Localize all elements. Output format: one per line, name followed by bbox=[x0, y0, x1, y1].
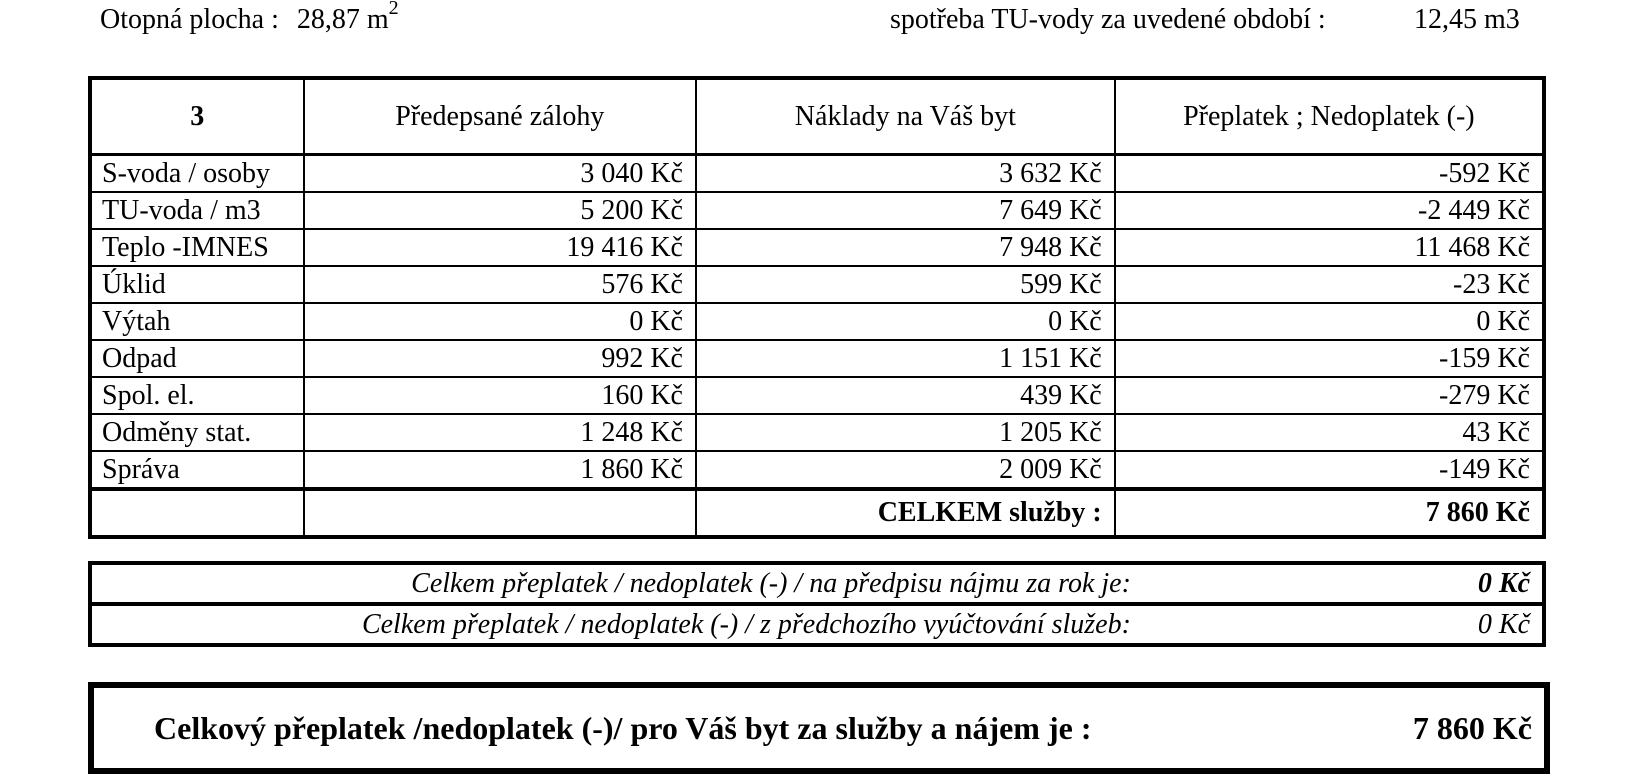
row-advance: 576 Kč bbox=[304, 266, 696, 303]
row-cost: 1 151 Kč bbox=[696, 340, 1115, 377]
heated-area-value bbox=[296, 0, 399, 35]
heated-area-number: 28,87 m bbox=[296, 4, 389, 35]
row-label: Odpad bbox=[90, 340, 304, 377]
summary-previous-value: 0 Kč bbox=[1159, 604, 1544, 645]
row-balance: 43 Kč bbox=[1115, 414, 1544, 451]
row-balance: -149 Kč bbox=[1115, 451, 1544, 489]
row-advance: 0 Kč bbox=[304, 303, 696, 340]
services-billing-table bbox=[88, 76, 1546, 539]
table-row bbox=[90, 192, 1544, 229]
row-advance: 1 248 Kč bbox=[304, 414, 696, 451]
summary-row-previous bbox=[90, 604, 1544, 645]
total-label: CELKEM služby : bbox=[696, 489, 1115, 537]
row-label: Teplo -IMNES bbox=[90, 229, 304, 266]
summary-rent-value: 0 Kč bbox=[1477, 567, 1530, 599]
heated-area-line bbox=[100, 0, 399, 36]
summary-previous-label: Celkem přeplatek / nedoplatek (-) / z předchozího vyúčtování služeb: bbox=[90, 604, 1159, 645]
column-header-costs: Náklady na Váš byt bbox=[696, 78, 1115, 155]
table-row bbox=[90, 303, 1544, 340]
table-row bbox=[90, 377, 1544, 414]
row-balance: 11 468 Kč bbox=[1115, 229, 1544, 266]
hot-water-consumption-line bbox=[890, 4, 1520, 36]
heated-area-label: Otopná plocha : bbox=[100, 4, 279, 35]
column-header-advances: Předepsané zálohy bbox=[304, 78, 696, 155]
final-total-label: Celkový přeplatek /nedoplatek (-)/ pro Váš byt za služby a nájem je : bbox=[154, 710, 1092, 746]
row-advance: 19 416 Kč bbox=[304, 229, 696, 266]
row-cost: 7 948 Kč bbox=[696, 229, 1115, 266]
column-header-balance: Přeplatek ; Nedoplatek (-) bbox=[1115, 78, 1544, 155]
row-cost: 599 Kč bbox=[696, 266, 1115, 303]
table-row bbox=[90, 451, 1544, 489]
row-label: Odměny stat. bbox=[90, 414, 304, 451]
row-cost: 3 632 Kč bbox=[696, 155, 1115, 193]
table-row bbox=[90, 229, 1544, 266]
table-row bbox=[90, 340, 1544, 377]
row-label: TU-voda / m3 bbox=[90, 192, 304, 229]
row-advance: 1 860 Kč bbox=[304, 451, 696, 489]
row-label: S-voda / osoby bbox=[90, 155, 304, 193]
row-cost: 2 009 Kč bbox=[696, 451, 1115, 489]
table-row bbox=[90, 414, 1544, 451]
hot-water-label: spotřeba TU-vody za uvedené období : bbox=[890, 4, 1326, 35]
total-empty-cell bbox=[90, 489, 304, 537]
row-advance: 992 Kč bbox=[304, 340, 696, 377]
row-label: Spol. el. bbox=[90, 377, 304, 414]
final-total-value: 7 860 Kč bbox=[1412, 710, 1532, 746]
row-cost: 7 649 Kč bbox=[696, 192, 1115, 229]
total-value: 7 860 Kč bbox=[1115, 489, 1544, 537]
summary-row-rent bbox=[90, 563, 1544, 604]
row-label: Výtah bbox=[90, 303, 304, 340]
table-header-row bbox=[90, 78, 1544, 155]
summary-rent-label: Celkem přeplatek / nedoplatek (-) / na předpisu nájmu za rok je: bbox=[411, 567, 1131, 599]
total-row bbox=[90, 489, 1544, 537]
row-cost: 1 205 Kč bbox=[696, 414, 1115, 451]
final-total-box bbox=[88, 682, 1550, 774]
table-row bbox=[90, 266, 1544, 303]
row-balance: 0 Kč bbox=[1115, 303, 1544, 340]
row-cost: 439 Kč bbox=[696, 377, 1115, 414]
summary-table bbox=[88, 561, 1546, 647]
total-empty-cell bbox=[304, 489, 696, 537]
hot-water-value: 12,45 m3 bbox=[1414, 4, 1520, 35]
row-label: Úklid bbox=[90, 266, 304, 303]
row-balance: -23 Kč bbox=[1115, 266, 1544, 303]
row-cost: 0 Kč bbox=[696, 303, 1115, 340]
row-advance: 5 200 Kč bbox=[304, 192, 696, 229]
row-label: Správa bbox=[90, 451, 304, 489]
column-header-number: 3 bbox=[90, 78, 304, 155]
row-advance: 160 Kč bbox=[304, 377, 696, 414]
table-row bbox=[90, 155, 1544, 193]
row-balance: -2 449 Kč bbox=[1115, 192, 1544, 229]
row-balance: -159 Kč bbox=[1115, 340, 1544, 377]
row-balance: -279 Kč bbox=[1115, 377, 1544, 414]
heated-area-unit-exponent: 2 bbox=[388, 0, 399, 19]
row-balance: -592 Kč bbox=[1115, 155, 1544, 193]
row-advance: 3 040 Kč bbox=[304, 155, 696, 193]
